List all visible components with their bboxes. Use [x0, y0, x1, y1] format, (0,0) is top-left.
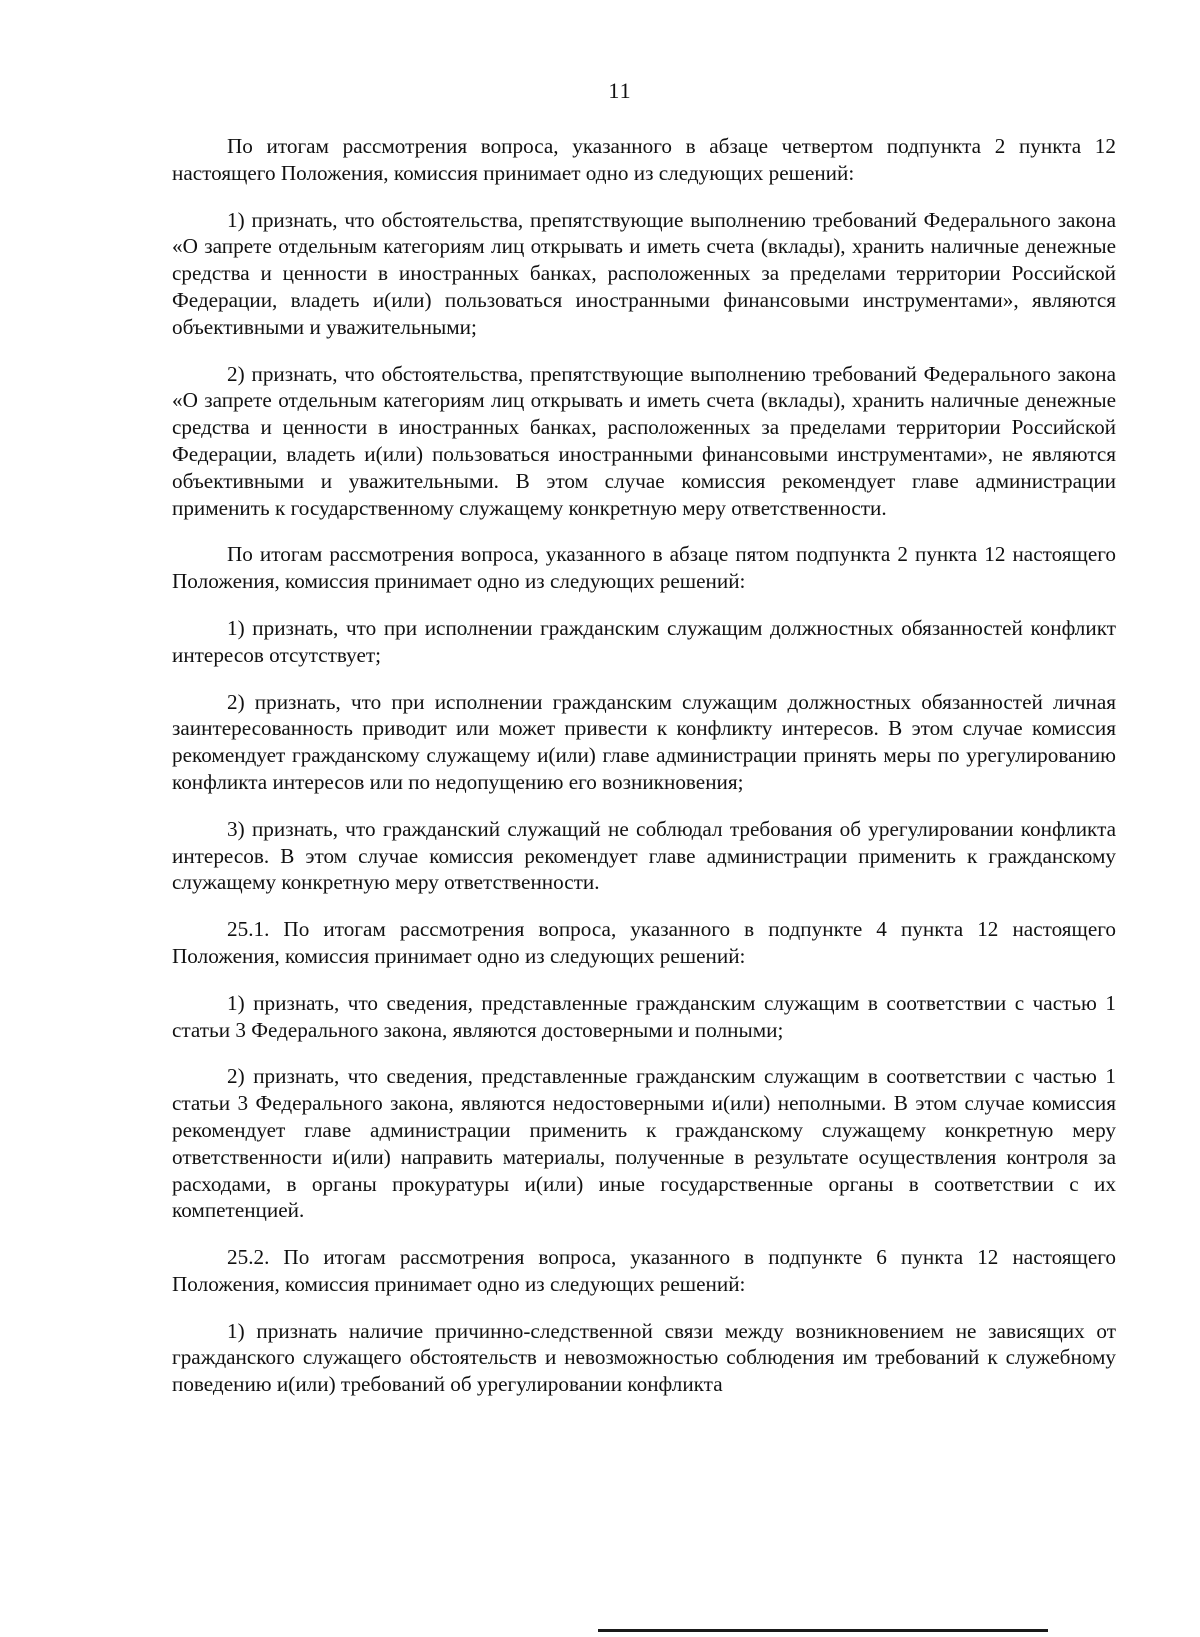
- paragraph-25-1-intro: 25.1. По итогам рассмотрения вопроса, указанного в подпункте 4 пункта 12 настоящего Положения, комиссия принимает одно из следующих решений:: [172, 917, 1116, 968]
- document-body: [172, 133, 1116, 1398]
- page-number: 11: [608, 78, 632, 103]
- paragraph-25-1-reliable: 1) признать, что сведения, представленные гражданским служащим в соответствии с частью 1 статьи 3 Федерального закона, являются достоверными и полными;: [172, 990, 1116, 1042]
- paragraph-conflict-absent: 1) признать, что при исполнении гражданским служащим должностных обязанностей конфликт интересов отсутствует;: [172, 615, 1116, 667]
- paragraph-intro-abzac-5: По итогам рассмотрения вопроса, указанного в абзаце пятом подпункта 2 пункта 12 настоящего Положения, комиссия принимает одно из следующих решений:: [172, 542, 1116, 594]
- paragraph-decision-1-objective: 1) признать, что обстоятельства, препятствующие выполнению требований Федерального закона «О запрете отдельным категориям лиц открывать и иметь счета (вклады), хранить наличные денежные средства и ценности в иностранных банках, расположенных за пределами территории Российской Федерации, владеть и(или) пользоваться иностранными финансовыми инструментами», являются объективными и уважительными;: [172, 207, 1116, 339]
- paragraph-conflict-not-observed: 3) признать, что гражданский служащий не соблюдал требования об урегулировании конфликта интересов. В этом случае комиссия рекомендует главе администрации применить к гражданскому служащему конкретную меру ответственности.: [172, 816, 1116, 895]
- paragraph-conflict-possible: 2) признать, что при исполнении гражданским служащим должностных обязанностей личная заинтересованность приводит или может привести к конфликту интересов. В этом случае комиссия рекомендует гражданскому служащему и(или) главе администрации принять меры по урегулированию конфликта интересов или по недопущению его возникновения;: [172, 689, 1116, 794]
- paragraph-25-2-causal-link: 1) признать наличие причинно-следственной связи между возникновением не зависящих от гражданского служащего обстоятельств и невозможностью соблюдения им требований к служебному поведению и(или) требований об урегулировании конфликта: [172, 1318, 1116, 1397]
- paragraph-intro-abzac-4: По итогам рассмотрения вопроса, указанного в абзаце четвертом подпункта 2 пункта 12 настоящего Положения, комиссия принимает одно из следующих решений:: [172, 134, 1116, 185]
- paragraph-decision-2-not-objective: 2) признать, что обстоятельства, препятствующие выполнению требований Федерального закона «О запрете отдельным категориям лиц открывать и иметь счета (вклады), хранить наличные денежные средства и ценности в иностранных банках, расположенных за пределами территории Российской Федерации, владеть и(или) пользоваться иностранными финансовыми инструментами», не являются объективными и уважительными. В этом случае комиссия рекомендует главе администрации применить к государственному служащему конкретную меру ответственности.: [172, 361, 1116, 520]
- paragraph-25-2-intro: 25.2. По итогам рассмотрения вопроса, указанного в подпункте 6 пункта 12 настоящего Положения, комиссия принимает одно из следующих решений:: [172, 1245, 1116, 1296]
- bottom-scan-rule: [598, 1629, 1048, 1632]
- paragraph-25-1-unreliable: 2) признать, что сведения, представленные гражданским служащим в соответствии с частью 1 статьи 3 Федерального закона, являются недостоверными и(или) неполными. В этом случае комиссия рекомендует главе администрации применить к гражданскому служащему конкретную меру ответственности и(или) направить материалы, полученные в результате осуществления контроля за расходами, в органы прокуратуры и(или) иные государственные органы в соответствии с их компетенцией.: [172, 1064, 1116, 1223]
